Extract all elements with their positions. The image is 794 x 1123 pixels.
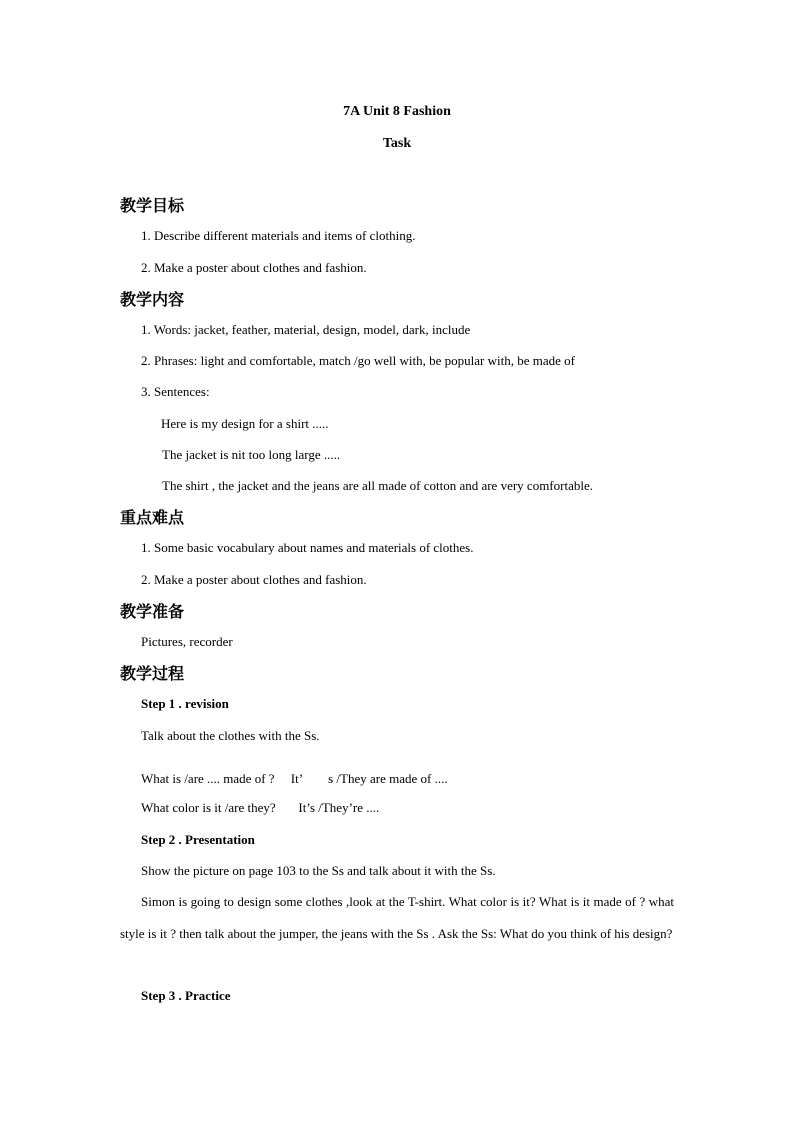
step2-text: Show the picture on page 103 to the Ss and talk about it with the Ss.	[141, 863, 496, 878]
preparation-text: Pictures, recorder	[141, 634, 233, 649]
content-item: 3. Sentences:	[141, 384, 210, 399]
process-heading: 教学过程	[120, 664, 185, 683]
step1-title: Step 1 . revision	[141, 696, 229, 711]
objective-item: 1. Describe different materials and items of clothing.	[141, 228, 416, 243]
key-points-heading: 重点难点	[120, 508, 185, 527]
key-point-item: 2. Make a poster about clothes and fashion.	[141, 572, 367, 587]
step1-question-b: What color is it /are they? It’s /They’re ....	[141, 800, 380, 815]
sentence-item: Here is my design for a shirt .....	[161, 416, 329, 431]
document-title: 7A Unit 8 Fashion	[343, 104, 451, 119]
key-point-item: 1. Some basic vocabulary about names and materials of clothes.	[141, 540, 474, 555]
content-item: 1. Words: jacket, feather, material, design, model, dark, include	[141, 322, 471, 337]
content-item: 2. Phrases: light and comfortable, match /go well with, be popular with, be made of	[141, 353, 575, 368]
sentence-item: The jacket is nit too long large .....	[162, 447, 341, 462]
step1-text: Talk about the clothes with the Ss.	[141, 728, 320, 743]
objectives-heading: 教学目标	[120, 196, 185, 215]
document-subtitle: Task	[382, 136, 412, 151]
content-heading: 教学内容	[120, 290, 185, 309]
sentence-item: The shirt , the jacket and the jeans are all made of cotton and are very comfortable.	[162, 478, 593, 493]
step3-title: Step 3 . Practice	[141, 988, 231, 1003]
objective-item: 2. Make a poster about clothes and fashion.	[141, 260, 367, 275]
step1-question-a: What is /are .... made of ? It’ s /They are made of ....	[141, 771, 448, 786]
step2-paragraph: Simon is going to design some clothes ,look at the T-shirt. What color is it? What is it made of ? what style is it ? then talk about the jumper, the jeans with the Ss . Ask the Ss: What do you think of his design?	[120, 894, 674, 941]
preparation-heading: 教学准备	[120, 602, 185, 621]
step2-title: Step 2 . Presentation	[141, 832, 255, 847]
